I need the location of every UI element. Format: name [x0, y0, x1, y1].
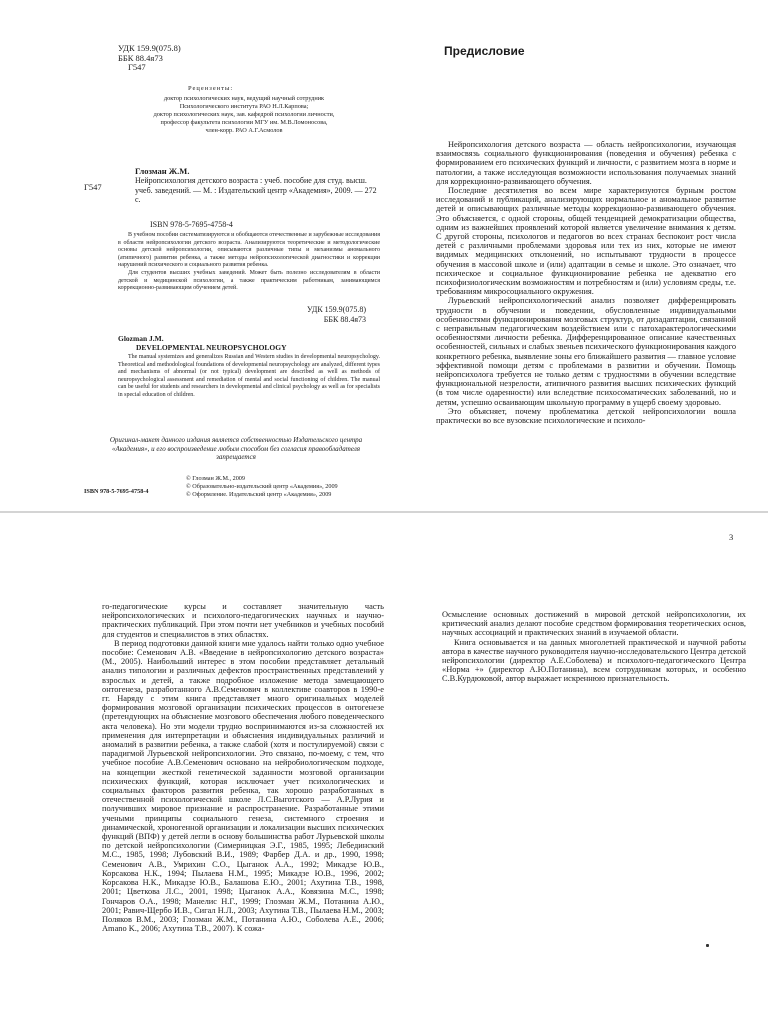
reviewer-line: доктор психологических наук, зав. кафедрой психологии личности, [153, 111, 335, 118]
book-description: Нейропсихология детского возраста : учеб. пособие для студ. высш. учеб. заведений. — М. : Издательский центр «Академия», 2009. — 272 с. [135, 176, 377, 205]
reviewer-line: член-корр. РАО А.Г.Асмолов [205, 127, 283, 134]
catalog-author: Глозман Ж.М. [135, 166, 190, 176]
reviewers-list [118, 95, 370, 135]
body-text [102, 602, 384, 933]
scan-speck [706, 944, 709, 947]
paragraph: го-педагогические курсы и составляет значительную часть нейропсихологических и психолого-педагогических научных и научно-практических публикаций. При этом почти нет учебников и учебных пособий для студентов и специалистов в этих областях. [102, 602, 384, 639]
english-annotation-text: The manual systemizes and generalizes Russian and Western studies in developmental neuropsychology. Theoretical and methodological foundations of developmental neuropsychology are analyzed, different types and mechanisms of abnormal (or not typical) development are described as well as methods of neuropsychological assessment and remediation of mental and social functioning of children. The manual can be useful for students and researchers in developmental and clinical psychology as well as for specialists in special education of children. [118, 354, 380, 398]
imprint-page [0, 0, 384, 512]
continued-page [0, 512, 384, 1024]
annotation-text: В учебном пособии систематизируются и обобщаются отечественные и зарубежные исследования в области нейропсихологии детского возраста. Анализируются теоретические и методологические основы детской нейропсихологии, описываются различные типы и механизмы аномального (атипичного) развития ребенка, а также методы нейропсихологической диагностики и коррекции нарушений психического и социального развития ребенка. [118, 232, 380, 269]
author-mark: Г547 [128, 62, 146, 73]
preface-page [384, 0, 768, 542]
english-title: DEVELOPMENTAL NEUROPSYCHOLOGY [136, 342, 287, 352]
page-title: Предисловие [444, 44, 525, 58]
english-annotation [118, 354, 380, 400]
reviewer-line: Психологического института РАО Н.Л.Карпова; [179, 103, 309, 110]
annotation-audience: Для студентов высших учебных заведений. Может быть полезно исследователям в области детской и медицинской психологии, а также практическим работникам, занимающимся коррекционно-развивающим обучением детей. [118, 269, 380, 292]
page-number: 3 [729, 532, 734, 542]
isbn: ISBN 978-5-7695-4758-4 [150, 220, 233, 229]
bbk-code-repeat: ББК 88.4я73 [323, 314, 366, 324]
copyright-line: © Образовательно-издательский центр «Академия», 2009 [186, 483, 338, 490]
paragraph: Это объясняет, почему проблематика детской нейропсихологии вошла практически во все вузовские психологические и психоло- [436, 406, 736, 426]
copyright-line: © Глозман Ж.М., 2009 [186, 475, 245, 482]
classification-codes [118, 44, 181, 73]
udk-code: УДК 159.9(075.8) [118, 43, 181, 53]
copyright-lines [186, 475, 338, 499]
closing-page [384, 512, 768, 1024]
shelf-mark: Г547 [84, 182, 102, 192]
paragraph: Книга основывается и на данных многолетней практической и научной работы автора в качестве научного руководителя научно-исследовательского Центра детской нейропсихологии (директор А.Е.Соболева) и психолого-педагогического Центра «Норма +» (директор А.Ю.Потанина), всем сотрудникам которых, и особенно С.В.Курдюковой, автор выражает искреннюю признательность. [442, 637, 746, 684]
classification-codes-repeat [307, 305, 366, 324]
paragraph: Лурьевский нейропсихологический анализ позволяет дифференцировать трудности в обучении и поведении, обусловленные индивидуальными особенностями функционирования мозговых структур, от дизадаптации, связанной с неправильным педагогическим воздействием или с патохарактерологическими особенностями личности ребенка. Дифференцированное описание качественных особенностей, сильных и слабых звеньев психического функционирования каждого конкретного ребенка, выявление зоны его ближайшего развития — главное условие эффективной помощи детям с проблемами в развитии и обучении. Помощь нейропсихолога требуется не только детям с трудностями в обучении вследствие функциональной незрелости, атипичного развития высших психических функций (в том числе одаренности) или вследствие психосоматических заболеваний, но и детям, успешно осваивающим школьную программу в ущерб своему здоровью. [436, 296, 737, 407]
english-catalog-entry [118, 335, 287, 352]
paragraph: Последние десятилетия во всем мире характеризуются бурным ростом исследований и публикаций, анализирующих нормальное и аномальное развитие детей и описывающих различные методы коррекционно-развивающего обучения. Это объясняется, с одной стороны, общей тенденцией демократизации общества, одним из важнейших проявлений которой является увеличение внимания к детям. С другой стороны, психологов и педагогов во всех странах беспокоит рост числа детей с различными проблемами здоровья или тех из них, которые не имеют видимых медицинских отклонений, но испытывают трудности в процессе обучения в массовой школе и (или) адаптации в семье и школе. Это означает, что психическое и социальное функционирование ребенка не адекватно его психофизиологическим возможностям и потребностям и (или) условиям среды, т.е. требованиям микросоциального окружения. [436, 186, 736, 297]
english-author: Glozman J.M. [118, 334, 164, 343]
body-text [442, 610, 746, 684]
bbk-code: ББК 88.4я73 [118, 52, 163, 63]
paragraph: Нейропсихология детского возраста — область нейропсихологии, изучающая взаимосвязь социального функционирования (поведения и обучения) ребенка с формированием его психических функций и личности, с развитием мозга в норме и патологии, а также исследующая возможности использования получаемых знаний для коррекционно-развивающего обучения. [436, 140, 736, 186]
copyright-line: © Оформление. Издательский центр «Академия», 2009 [186, 491, 332, 498]
annotation [118, 232, 380, 293]
reviewers-heading: Рецензенты: [188, 85, 234, 92]
isbn-bottom: ISBN 978-5-7695-4758-4 [84, 488, 149, 495]
reviewer-line: профессор факультета психологии МГУ им. М.В.Ломоносова, [160, 119, 328, 126]
copyright-note: Оригинал-макет данного издания является собственностью Издательского центра «Академия», и его воспроизведение любым способом без согласия правообладателя запрещается [109, 436, 363, 462]
preface-text [436, 140, 736, 425]
paragraph: В период подготовки данной книги мне удалось найти только одно учебное пособие: Семенович А.В. «Введение в нейропсихологию детского возраста» (М., 2005). Наибольший интерес в этом пособии представляет детальный анализ типологии и различных дефектов пространственных представлений у взрослых и детей, а также подробное изложение метода замещающего онтогенеза, разработанного А.В.Семенович в коллективе соавторов в 1990-е гг. Наряду с этим книга представляет много оригинальных моделей формирования мозговой организации психических процессов в онтогенезе (претендующих на объяснение мозгового обеспечения любого поведенческого акта человека). Но эти модели трудно воспринимаются из-за сложностей их применения для интерпретации и объяснения индивидуальных различий и аномалий в развитии ребенка, а также слабой (хотя и постулируемой) связи с парадигмой Лурьевской нейропсихологии. Это связано, по-моему, с тем, что учебное пособие А.В.Семенович основано на нейробиологическом подходе, на концепции жесткой генетической заданности мозговой организации психических функций, которая исключает учет психологических и социальных факторов развития ребенка, так хорошо разработанных в отечественной психологической школе Л.С.Выготского — А.Р.Лурия и получивших мировое признание и распространение. Разработанные этими учеными принципы социального генеза, системного строения и динамической, хроногенной организации и локализации высших психических функций (ВПФ) у детей легли в основу большинства работ Лурьевской школы по детской нейропсихологии (Симерницкая Э.Г., 1985, 1995; Лебединский М.С., 1985, 1998; Лубовский В.И., 1989; Фарбер Д.А. и др., 1990, 1998; Семенович А.В., Умрихин С.О., Цыганок А.А., 1992; Микадзе Ю.В., Корсакова Н.К., 1994; Пылаева Н.М., 1995; Микадзе Ю.В., 1996, 2002; Корсакова Н.К., Микадзе Ю.В., Балашова Е.Ю., 2001; Ахутина Т.В., 1998, 2001; Цветкова Л.С., 2001, 1998; Цыганок А.А., Ковязина М.С., 1998; Гончаров О.А., 1998; Манелис Н.Г., 1999; Глозман Ж.М., Потанина А.Ю., 2001; Равич-Щербо И.В., Сигал Н.Л., 2003; Ахутина Т.В., Пылаева Н.М., 2003; Поляков В.М., 2003; Глозман Ж.М., Потанина А.Ю., Соболева А.Е., 2006; Amano K., 2006; Ахутина Т.В., 2007). К сожа- [102, 638, 384, 934]
reviewer-line: доктор психологических наук, ведущий научный сотрудник [163, 95, 325, 102]
udk-code-repeat: УДК 159.9(075.8) [307, 305, 366, 314]
paragraph: Осмысление основных достижений в мировой детской нейропсихологии, их критический анализ делают пособие средством формирования теоретических основ, научных ассоциаций и практических знаний в изучаемой области. [442, 610, 746, 638]
